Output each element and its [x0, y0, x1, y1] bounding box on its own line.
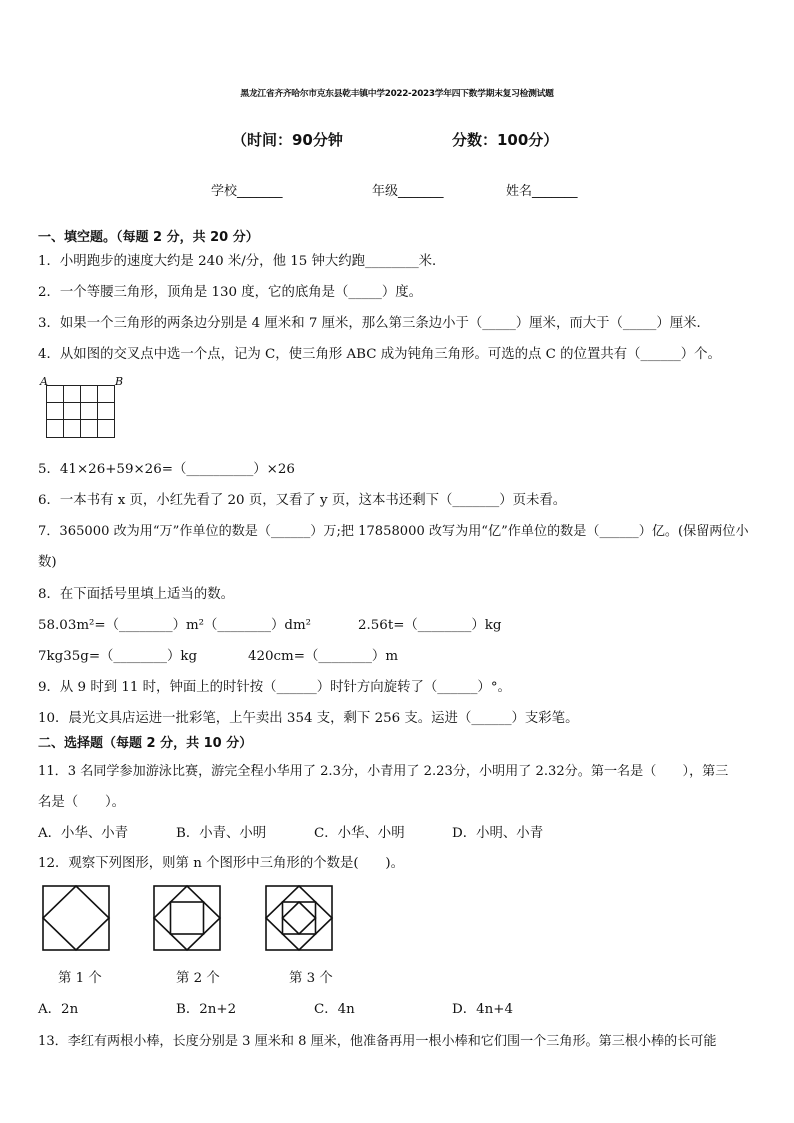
question-8-b: 2.56t=（________）kg — [358, 618, 502, 633]
figure-1-caption: 第 1 个 — [58, 971, 102, 986]
point-a-label: A — [40, 375, 48, 388]
grid-figure — [46, 385, 118, 441]
question-7: 7．365000 改为用“万”作单位的数是（______）万;把 17858000 改写为用“亿”作单位的数是（______）亿。(保留两位小 — [38, 524, 749, 539]
name-field: 姓名_______ — [506, 184, 578, 199]
question-11-continued: 名是（ ）。 — [38, 795, 126, 810]
figure-2 — [153, 885, 223, 953]
exam-title: 黑龙江省齐齐哈尔市克东县乾丰镇中学2022-2023学年四下数学期末复习检测试题 — [240, 89, 554, 99]
question-12: 12．观察下列图形，则第 n 个图形中三角形的个数是( )。 — [38, 856, 404, 871]
question-4: 4．从如图的交叉点中选一个点，记为 C，使三角形 ABC 成为钝角三角形。可选的点 C 的位置共有（______）个。 — [38, 347, 721, 362]
q12-option-d: D．4n+4 — [452, 1002, 514, 1017]
question-10: 10．晨光文具店运进一批彩笔，上午卖出 354 支，剩下 256 支。运进（______）支彩笔。 — [38, 711, 579, 726]
section-1-heading: 一、填空题。（每题 2 分，共 20 分） — [38, 230, 259, 245]
q11-option-d: D．小明、小青 — [452, 826, 544, 841]
figure-2-caption: 第 2 个 — [176, 971, 220, 986]
question-11: 11．3 名同学参加游泳比赛，游完全程小华用了 2.3分，小青用了 2.23分，小明用了 2.32分。第一名是（ ），第三 — [38, 764, 729, 779]
student-info — [0, 180, 794, 200]
question-9: 9．从 9 时到 11 时，钟面上的时针按（______）时针方向旋转了（______）°。 — [38, 680, 511, 695]
point-b-label: B — [115, 375, 124, 388]
question-8-d: 420cm=（________）m — [248, 649, 399, 664]
question-1: 1．小明跑步的速度大约是 240 米/分，他 15 钟大约跑________米． — [38, 254, 446, 269]
q12-option-c: C．4n — [314, 1002, 355, 1017]
question-7-continued: 数) — [38, 555, 57, 570]
time-limit: （时间：90分钟 — [232, 131, 343, 149]
question-5: 5．41×26+59×26=（__________）×26 — [38, 462, 295, 477]
q11-option-a: A．小华、小青 — [38, 826, 129, 841]
q12-option-a: A．2n — [38, 1002, 79, 1017]
grade-field: 年级_______ — [372, 184, 444, 199]
section-2-heading: 二、选择题（每题 2 分，共 10 分） — [38, 736, 253, 751]
question-6: 6．一本书有 x 页，小红先看了 20 页，又看了 y 页，这本书还剩下（_______）页未看。 — [38, 493, 567, 508]
question-8-c: 7kg35g=（________）kg — [38, 649, 198, 664]
q11-option-c: C．小华、小明 — [314, 826, 405, 841]
question-2: 2．一个等腰三角形，顶角是 130 度，它的底角是（_____）度。 — [38, 285, 423, 300]
question-13: 13．李红有两根小棒，长度分别是 3 厘米和 8 厘米，他准备再用一根小棒和它们围一个三角形。第三根小棒的长可能 — [38, 1034, 717, 1049]
q11-option-b: B．小青、小明 — [176, 826, 267, 841]
q12-option-b: B．2n+2 — [176, 1002, 237, 1017]
exam-subtitle — [0, 129, 794, 151]
figure-1 — [42, 885, 112, 953]
question-8: 8．在下面括号里填上适当的数。 — [38, 587, 234, 602]
question-3: 3．如果一个三角形的两条边分别是 4 厘米和 7 厘米，那么第三条边小于（_____）厘米，而大于（_____）厘米． — [38, 316, 710, 331]
school-field: 学校_______ — [211, 184, 283, 199]
total-score: 分数：100分） — [452, 131, 559, 149]
figure-3 — [265, 885, 335, 953]
figure-3-caption: 第 3 个 — [289, 971, 333, 986]
question-8-a: 58.03m²=（________）m²（________）dm² — [38, 618, 312, 633]
